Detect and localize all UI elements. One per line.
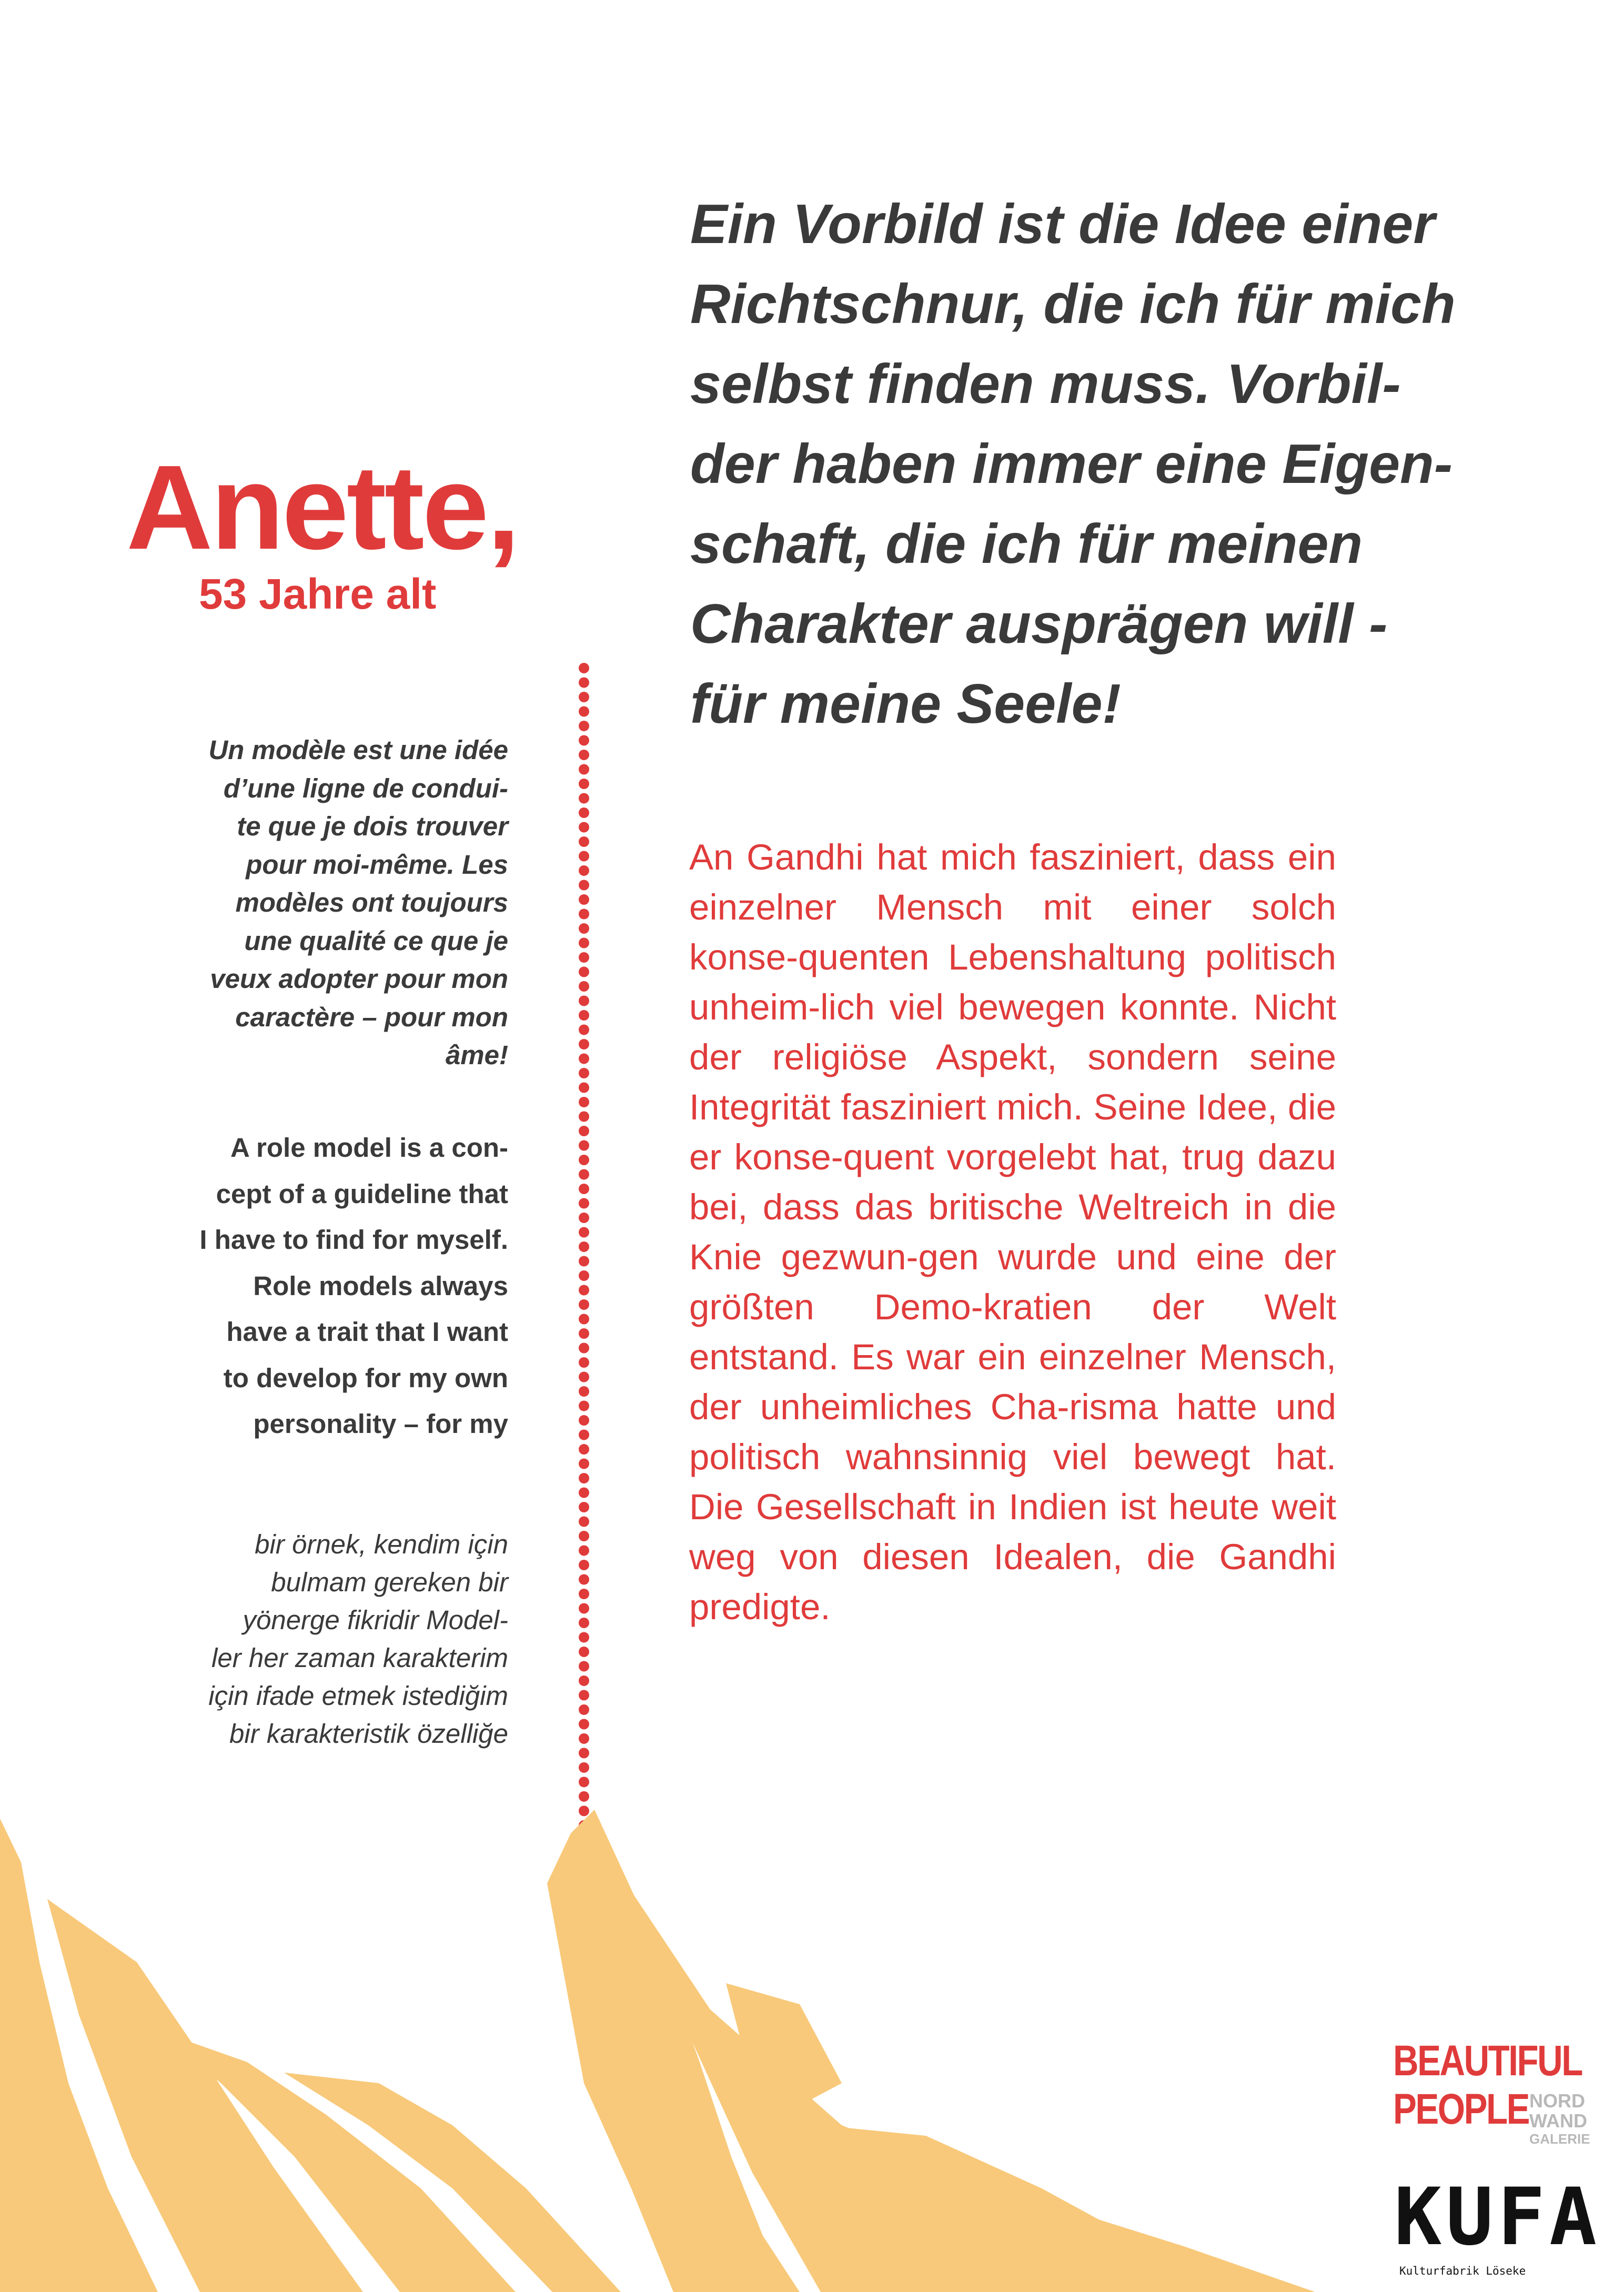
divider-dot [579, 678, 589, 688]
divider-dot [579, 938, 589, 948]
divider-dot [579, 1112, 589, 1122]
logo-people: PEOPLE [1393, 2085, 1529, 2133]
english-line: A role model is a con- [230, 1133, 508, 1163]
dotted-divider [571, 660, 597, 1833]
french-line: âme! [445, 1040, 508, 1070]
turkish-line: bir karakteristik özelliğe [229, 1719, 508, 1749]
english-line: to develop for my own [223, 1362, 508, 1393]
turkish-line: bir örnek, kendim için [255, 1529, 508, 1559]
divider-dot [579, 750, 589, 760]
divider-dot [579, 1589, 589, 1599]
divider-dot [579, 735, 589, 746]
divider-dot [579, 1719, 589, 1730]
quote-line: für meine Seele! [690, 673, 1121, 735]
person-age: 53 Jahre alt [199, 570, 437, 618]
divider-dot [579, 1227, 589, 1238]
divider-dot [579, 880, 589, 891]
quote-line: schaft, die ich für meinen [690, 513, 1363, 575]
divider-dot [579, 1140, 589, 1151]
divider-dot [579, 1502, 589, 1512]
divider-dot [579, 1213, 589, 1223]
french-line: une qualité ce que je [244, 925, 508, 956]
french-line: te que je dois trouver [237, 811, 508, 841]
divider-dot [579, 1401, 589, 1411]
divider-dot [579, 721, 589, 731]
divider-dot [579, 1415, 589, 1426]
divider-dot [579, 1299, 589, 1310]
divider-dot [579, 1285, 589, 1296]
divider-dot [579, 1777, 589, 1788]
divider-dot [579, 851, 589, 862]
divider-dot [579, 706, 589, 717]
divider-dot [579, 1097, 589, 1107]
divider-dot [579, 822, 589, 833]
turkish-line: bulmam gereken bir [271, 1567, 508, 1597]
english-line: Role models always [253, 1270, 508, 1301]
french-translation [147, 731, 508, 1075]
turkish-line: yönerge fikridir Model- [243, 1605, 508, 1635]
divider-dot [579, 1314, 589, 1325]
divider-dot [579, 1039, 589, 1049]
turkish-line: ler her zaman karakterim [211, 1643, 508, 1673]
divider-dot [579, 1357, 589, 1368]
person-name: Anette, [126, 441, 518, 574]
divider-dot [579, 1083, 589, 1093]
divider-dot [579, 1372, 589, 1382]
divider-dot [579, 1574, 589, 1585]
divider-dot [579, 952, 589, 963]
divider-dot [579, 1560, 589, 1570]
divider-dot [579, 967, 589, 977]
nordwand-galerie-logo [1529, 2091, 1592, 2147]
divider-dot [579, 1126, 589, 1136]
divider-dot [579, 1546, 589, 1556]
turkish-line: için ifade etmek istediğim [208, 1681, 508, 1711]
logo-beautiful: BEAUTIFUL [1393, 2037, 1582, 2085]
divider-dot [579, 1444, 589, 1455]
turkish-translation [147, 1526, 508, 1753]
divider-dot [579, 1632, 589, 1643]
divider-dot [579, 1733, 589, 1744]
divider-dot [579, 1328, 589, 1339]
kufa-logo: KUFA [1394, 2172, 1601, 2263]
divider-dot [579, 1690, 589, 1701]
main-quote [690, 184, 1479, 744]
english-line: I have to find for myself. [199, 1225, 508, 1255]
story-paragraph: An Gandhi hat mich fasziniert, dass ein einzelner Mensch mit einer solch konse-quenten Lebenshaltung politisch unheim-lich viel bewegen konnte. Nicht der religiöse Aspekt, sondern seine Integrität fasziniert mich. Seine Idee, die er konse-quent vorgelebt hat, trug dazu bei, dass das britische Weltreich in die Knie gezwun-gen wurde und eine der größten Demo-kratien der Welt entstand. Es war ein einzelner Mensch, der unheimliches Cha-risma hatte und politisch wahnsinnig viel bewegt hat. Die Gesellschaft in Indien ist heute weit weg von diesen Idealen, die Gandhi predigte. [689, 837, 1336, 1627]
divider-dot [579, 692, 589, 702]
divider-dot [579, 1661, 589, 1672]
english-line: personality – for my [253, 1409, 508, 1439]
divider-dot [579, 1256, 589, 1267]
french-line: d’une ligne de condui- [223, 773, 508, 803]
french-line: pour moi-même. Les [246, 849, 508, 880]
divider-dot [579, 1618, 589, 1628]
divider-dot [579, 1343, 589, 1354]
english-translation [147, 1125, 508, 1447]
divider-dot [579, 1762, 589, 1773]
divider-dot [579, 1155, 589, 1165]
divider-dot [579, 1270, 589, 1281]
french-line: caractère – pour mon [235, 1002, 508, 1032]
divider-dot [579, 807, 589, 818]
divider-dot [579, 1169, 589, 1180]
kufa-subtitle: Kulturfabrik Löseke [1399, 2265, 1526, 2277]
divider-dot [579, 1184, 589, 1194]
logo-wand: WAND [1529, 2110, 1587, 2132]
divider-dot [579, 1430, 589, 1440]
divider-dot [579, 1603, 589, 1614]
divider-dot [579, 1241, 589, 1252]
divider-dot [579, 1704, 589, 1715]
divider-dot [579, 1054, 589, 1064]
divider-dot [579, 764, 589, 775]
logo-galerie: GALERIE [1529, 2131, 1590, 2147]
divider-dot [579, 1459, 589, 1469]
quote-line: Richtschnur, die ich für mich [690, 273, 1456, 335]
divider-dot [579, 894, 589, 905]
french-line: Un modèle est une idée [208, 735, 508, 765]
divider-dot [579, 909, 589, 920]
divider-dot [579, 1068, 589, 1078]
divider-dot [579, 836, 589, 847]
divider-dot [579, 981, 589, 992]
divider-dot [579, 996, 589, 1006]
divider-dot [579, 1517, 589, 1527]
divider-dot [579, 1198, 589, 1209]
divider-dot [579, 1488, 589, 1498]
divider-dot [579, 663, 589, 673]
divider-dot [579, 1531, 589, 1541]
divider-dot [579, 1675, 589, 1686]
divider-dot [579, 923, 589, 934]
divider-dot [579, 1647, 589, 1657]
quote-line: Charakter ausprägen will - [690, 593, 1388, 655]
french-line: modèles ont toujours [235, 887, 508, 917]
city-map-graphic [0, 1789, 1624, 2292]
divider-dot [579, 1025, 589, 1035]
quote-line: selbst finden muss. Vorbil- [690, 353, 1401, 415]
divider-dot [579, 1748, 589, 1759]
logo-nord: NORD [1529, 2090, 1585, 2112]
english-line: have a trait that I want [226, 1317, 508, 1347]
quote-line: der haben immer eine Eigen- [690, 433, 1453, 495]
divider-dot [579, 1473, 589, 1483]
divider-dot [579, 793, 589, 804]
divider-dot [579, 779, 589, 789]
quote-line: Ein Vorbild ist die Idee einer [690, 193, 1435, 255]
divider-dot [579, 865, 589, 876]
english-line: cept of a guideline that [216, 1178, 508, 1209]
divider-dot [579, 1386, 589, 1397]
divider-dot [579, 1010, 589, 1021]
french-line: veux adopter pour mon [210, 964, 508, 994]
